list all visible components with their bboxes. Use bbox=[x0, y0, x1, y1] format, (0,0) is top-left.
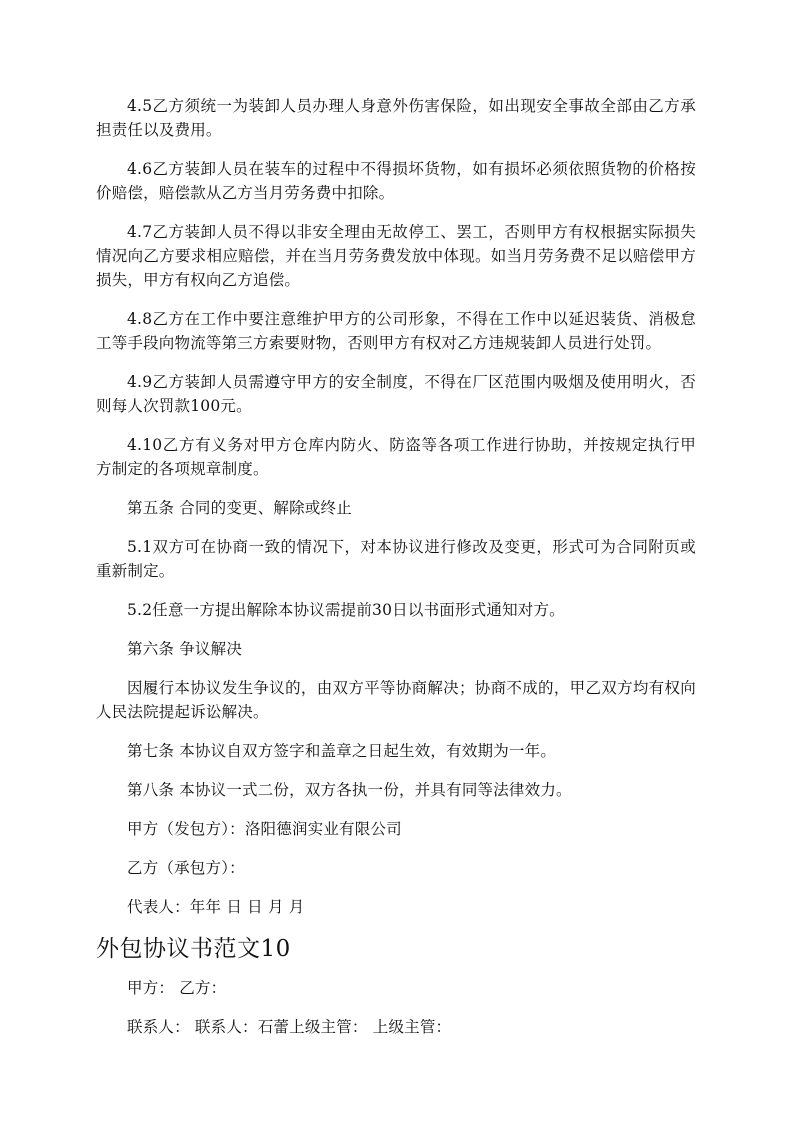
section-heading: 外包协议书范文10 bbox=[96, 936, 291, 962]
article-5-title: 第五条 合同的变更、解除或终止 bbox=[127, 499, 352, 517]
clause-4-6: 4.6乙方装卸人员在装车的过程中不得损坏货物，如有损坏必须依照货物的价格按价赔偿，赔偿款从乙方当月劳务费中扣除。 bbox=[96, 160, 696, 202]
article-8: 第八条 本协议一式二份，双方各执一份，并具有同等法律效力。 bbox=[127, 781, 572, 799]
dispute-resolution-text: 因履行本协议发生争议的，由双方平等协商解决；协商不成的，甲乙双方均有权向人民法院提起诉讼解决。 bbox=[96, 679, 696, 721]
document-body bbox=[96, 94, 696, 1054]
article-6-title: 第六条 争议解决 bbox=[127, 640, 243, 658]
clause-5-2: 5.2任意一方提出解除本协议需提前30日以书面形式通知对方。 bbox=[127, 601, 565, 619]
clause-4-5: 4.5乙方须统一为装卸人员办理人身意外伤害保险，如出现安全事故全部由乙方承担责任以及费用。 bbox=[96, 97, 696, 139]
party-b-signature-line: 乙方（承包方）： bbox=[127, 859, 245, 877]
clause-4-9: 4.9乙方装卸人员需遵守甲方的安全制度，不得在厂区范围内吸烟及使用明火，否则每人次罚款100元。 bbox=[96, 373, 696, 415]
article-7: 第七条 本协议自双方签字和盖章之日起生效，有效期为一年。 bbox=[127, 742, 557, 760]
representative-date-line: 代表人：年年 日 日 月 月 bbox=[127, 898, 305, 916]
clause-4-7: 4.7乙方装卸人员不得以非安全理由无故停工、罢工，否则甲方有权根据实际损失情况向乙方要求相应赔偿，并在当月劳务费发放中体现。如当月劳务费不足以赔偿甲方损失，甲方有权向乙方追偿。 bbox=[96, 223, 696, 289]
clause-5-1: 5.1双方可在协商一致的情况下，对本协议进行修改及变更，形式可为合同附页或重新制定。 bbox=[96, 538, 696, 580]
clause-4-10: 4.10乙方有义务对甲方仓库内防火、防盗等各项工作进行协助，并按规定执行甲方制定的各项规章制度。 bbox=[96, 436, 696, 478]
parties-line: 甲方： 乙方： bbox=[127, 979, 227, 997]
contacts-line: 联系人： 联系人：石蕾上级主管： 上级主管： bbox=[127, 1018, 452, 1036]
clause-4-8: 4.8乙方在工作中要注意维护甲方的公司形象，不得在工作中以延迟装货、消极怠工等手段向物流等第三方索要财物，否则甲方有权对乙方违规装卸人员进行处罚。 bbox=[96, 310, 696, 352]
party-a-signature-line: 甲方（发包方）：洛阳德润实业有限公司 bbox=[127, 820, 402, 838]
